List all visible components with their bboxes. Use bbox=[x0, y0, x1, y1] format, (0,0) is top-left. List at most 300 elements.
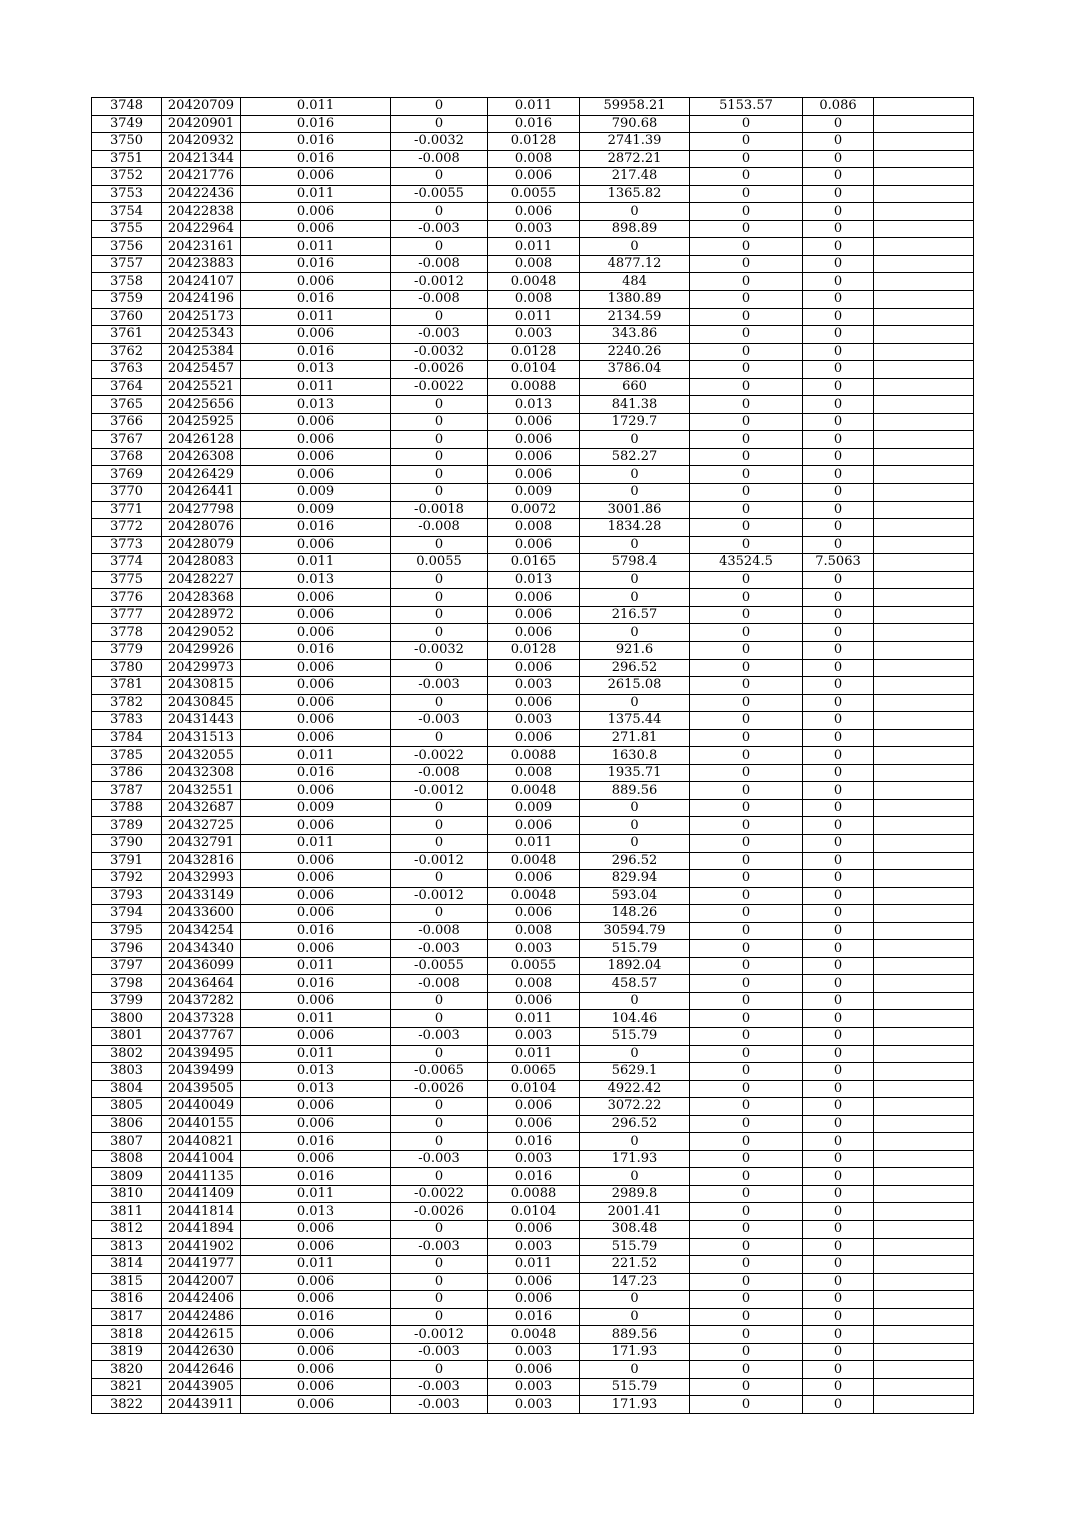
code-cell: 20432055 bbox=[162, 747, 241, 765]
amount-cell: 829.94 bbox=[580, 870, 690, 888]
amount-2-cell: 0 bbox=[690, 1150, 803, 1168]
empty-cell bbox=[874, 1273, 974, 1291]
value-b-cell: -0.008 bbox=[391, 291, 488, 309]
table-row bbox=[92, 992, 974, 1010]
table-row bbox=[92, 659, 974, 677]
row-index-cell: 3779 bbox=[92, 641, 162, 659]
value-c-cell: 0.006 bbox=[488, 1098, 580, 1116]
code-cell: 20432725 bbox=[162, 817, 241, 835]
ratio-cell: 7.5063 bbox=[803, 554, 874, 572]
empty-cell bbox=[874, 115, 974, 133]
table-row bbox=[92, 1150, 974, 1168]
empty-cell bbox=[874, 747, 974, 765]
value-a-cell: 0.011 bbox=[241, 238, 391, 256]
amount-cell: 148.26 bbox=[580, 905, 690, 923]
empty-cell bbox=[874, 396, 974, 414]
amount-cell: 0 bbox=[580, 536, 690, 554]
amount-cell: 2240.26 bbox=[580, 343, 690, 361]
row-index-cell: 3804 bbox=[92, 1080, 162, 1098]
ratio-cell: 0 bbox=[803, 536, 874, 554]
value-a-cell: 0.013 bbox=[241, 571, 391, 589]
amount-2-cell: 0 bbox=[690, 975, 803, 993]
code-cell: 20432816 bbox=[162, 852, 241, 870]
amount-cell: 5629.1 bbox=[580, 1063, 690, 1081]
table-row bbox=[92, 887, 974, 905]
table-row bbox=[92, 326, 974, 344]
table-row bbox=[92, 975, 974, 993]
amount-cell: 296.52 bbox=[580, 852, 690, 870]
value-a-cell: 0.013 bbox=[241, 361, 391, 379]
empty-cell bbox=[874, 273, 974, 291]
ratio-cell: 0 bbox=[803, 484, 874, 502]
ratio-cell: 0 bbox=[803, 782, 874, 800]
value-a-cell: 0.009 bbox=[241, 484, 391, 502]
ratio-cell: 0 bbox=[803, 431, 874, 449]
value-a-cell: 0.011 bbox=[241, 185, 391, 203]
value-a-cell: 0.006 bbox=[241, 1361, 391, 1379]
amount-2-cell: 0 bbox=[690, 677, 803, 695]
value-b-cell: -0.0012 bbox=[391, 1326, 488, 1344]
ratio-cell: 0 bbox=[803, 396, 874, 414]
value-c-cell: 0.011 bbox=[488, 834, 580, 852]
code-cell: 20422838 bbox=[162, 203, 241, 221]
empty-cell bbox=[874, 1221, 974, 1239]
value-b-cell: 0 bbox=[391, 1291, 488, 1309]
code-cell: 20442646 bbox=[162, 1361, 241, 1379]
amount-cell: 1935.71 bbox=[580, 764, 690, 782]
value-b-cell: 0 bbox=[391, 870, 488, 888]
value-c-cell: 0.0088 bbox=[488, 378, 580, 396]
value-b-cell: 0 bbox=[391, 1168, 488, 1186]
value-c-cell: 0.003 bbox=[488, 1343, 580, 1361]
empty-cell bbox=[874, 764, 974, 782]
empty-cell bbox=[874, 1291, 974, 1309]
row-index-cell: 3811 bbox=[92, 1203, 162, 1221]
row-index-cell: 3812 bbox=[92, 1221, 162, 1239]
code-cell: 20434340 bbox=[162, 940, 241, 958]
value-b-cell: -0.003 bbox=[391, 1396, 488, 1414]
code-cell: 20432791 bbox=[162, 834, 241, 852]
value-b-cell: 0 bbox=[391, 115, 488, 133]
amount-2-cell: 0 bbox=[690, 624, 803, 642]
empty-cell bbox=[874, 975, 974, 993]
amount-cell: 171.93 bbox=[580, 1396, 690, 1414]
code-cell: 20436099 bbox=[162, 957, 241, 975]
value-c-cell: 0.013 bbox=[488, 396, 580, 414]
empty-cell bbox=[874, 220, 974, 238]
code-cell: 20429052 bbox=[162, 624, 241, 642]
table-row bbox=[92, 150, 974, 168]
code-cell: 20441004 bbox=[162, 1150, 241, 1168]
value-c-cell: 0.011 bbox=[488, 1010, 580, 1028]
value-a-cell: 0.016 bbox=[241, 115, 391, 133]
value-a-cell: 0.006 bbox=[241, 992, 391, 1010]
value-c-cell: 0.006 bbox=[488, 870, 580, 888]
row-index-cell: 3785 bbox=[92, 747, 162, 765]
ratio-cell: 0 bbox=[803, 659, 874, 677]
code-cell: 20442630 bbox=[162, 1343, 241, 1361]
empty-cell bbox=[874, 782, 974, 800]
value-c-cell: 0.006 bbox=[488, 905, 580, 923]
amount-2-cell: 0 bbox=[690, 1098, 803, 1116]
code-cell: 20420932 bbox=[162, 133, 241, 151]
ratio-cell: 0 bbox=[803, 519, 874, 537]
amount-2-cell: 0 bbox=[690, 220, 803, 238]
value-b-cell: -0.003 bbox=[391, 940, 488, 958]
value-b-cell: 0 bbox=[391, 905, 488, 923]
ratio-cell: 0 bbox=[803, 905, 874, 923]
code-cell: 20440155 bbox=[162, 1115, 241, 1133]
empty-cell bbox=[874, 326, 974, 344]
empty-cell bbox=[874, 1396, 974, 1414]
value-c-cell: 0.0048 bbox=[488, 1326, 580, 1344]
amount-cell: 1365.82 bbox=[580, 185, 690, 203]
ratio-cell: 0 bbox=[803, 1256, 874, 1274]
row-index-cell: 3756 bbox=[92, 238, 162, 256]
empty-cell bbox=[874, 712, 974, 730]
amount-cell: 889.56 bbox=[580, 1326, 690, 1344]
ratio-cell: 0 bbox=[803, 1098, 874, 1116]
empty-cell bbox=[874, 571, 974, 589]
value-b-cell: -0.003 bbox=[391, 1027, 488, 1045]
amount-2-cell: 0 bbox=[690, 834, 803, 852]
value-b-cell: -0.008 bbox=[391, 922, 488, 940]
ratio-cell: 0 bbox=[803, 975, 874, 993]
value-c-cell: 0.0055 bbox=[488, 957, 580, 975]
amount-2-cell: 0 bbox=[690, 1115, 803, 1133]
row-index-cell: 3813 bbox=[92, 1238, 162, 1256]
ratio-cell: 0 bbox=[803, 378, 874, 396]
value-b-cell: 0 bbox=[391, 1308, 488, 1326]
row-index-cell: 3770 bbox=[92, 484, 162, 502]
amount-2-cell: 0 bbox=[690, 957, 803, 975]
value-b-cell: -0.003 bbox=[391, 220, 488, 238]
amount-cell: 515.79 bbox=[580, 940, 690, 958]
empty-cell bbox=[874, 238, 974, 256]
ratio-cell: 0 bbox=[803, 255, 874, 273]
value-b-cell: -0.0026 bbox=[391, 1080, 488, 1098]
value-b-cell: -0.0022 bbox=[391, 1185, 488, 1203]
value-c-cell: 0.0104 bbox=[488, 361, 580, 379]
code-cell: 20431443 bbox=[162, 712, 241, 730]
row-index-cell: 3801 bbox=[92, 1027, 162, 1045]
value-a-cell: 0.009 bbox=[241, 501, 391, 519]
code-cell: 20429973 bbox=[162, 659, 241, 677]
empty-cell bbox=[874, 1027, 974, 1045]
amount-2-cell: 0 bbox=[690, 1273, 803, 1291]
empty-cell bbox=[874, 940, 974, 958]
value-a-cell: 0.006 bbox=[241, 677, 391, 695]
row-index-cell: 3790 bbox=[92, 834, 162, 852]
amount-cell: 660 bbox=[580, 378, 690, 396]
ratio-cell: 0 bbox=[803, 115, 874, 133]
ratio-cell: 0 bbox=[803, 1238, 874, 1256]
code-cell: 20437282 bbox=[162, 992, 241, 1010]
table-row bbox=[92, 589, 974, 607]
row-index-cell: 3776 bbox=[92, 589, 162, 607]
value-a-cell: 0.011 bbox=[241, 554, 391, 572]
table-row bbox=[92, 1098, 974, 1116]
value-c-cell: 0.003 bbox=[488, 1150, 580, 1168]
value-c-cell: 0.011 bbox=[488, 1045, 580, 1063]
value-b-cell: 0 bbox=[391, 589, 488, 607]
ratio-cell: 0 bbox=[803, 817, 874, 835]
value-b-cell: 0 bbox=[391, 1115, 488, 1133]
value-a-cell: 0.006 bbox=[241, 220, 391, 238]
empty-cell bbox=[874, 343, 974, 361]
row-index-cell: 3786 bbox=[92, 764, 162, 782]
table-row bbox=[92, 98, 974, 116]
value-b-cell: -0.0012 bbox=[391, 887, 488, 905]
value-b-cell: 0 bbox=[391, 799, 488, 817]
table-row bbox=[92, 1010, 974, 1028]
amount-cell: 0 bbox=[580, 1045, 690, 1063]
value-a-cell: 0.006 bbox=[241, 1326, 391, 1344]
table-row bbox=[92, 677, 974, 695]
amount-cell: 104.46 bbox=[580, 1010, 690, 1028]
empty-cell bbox=[874, 1133, 974, 1151]
amount-2-cell: 0 bbox=[690, 589, 803, 607]
amount-2-cell: 0 bbox=[690, 1361, 803, 1379]
amount-cell: 515.79 bbox=[580, 1238, 690, 1256]
value-a-cell: 0.006 bbox=[241, 606, 391, 624]
code-cell: 20442406 bbox=[162, 1291, 241, 1309]
code-cell: 20422436 bbox=[162, 185, 241, 203]
row-index-cell: 3805 bbox=[92, 1098, 162, 1116]
value-b-cell: -0.003 bbox=[391, 1378, 488, 1396]
value-c-cell: 0.006 bbox=[488, 992, 580, 1010]
table-body bbox=[92, 98, 974, 1414]
amount-2-cell: 0 bbox=[690, 992, 803, 1010]
empty-cell bbox=[874, 1326, 974, 1344]
value-b-cell: -0.0055 bbox=[391, 957, 488, 975]
amount-cell: 30594.79 bbox=[580, 922, 690, 940]
table-row bbox=[92, 554, 974, 572]
value-b-cell: -0.0026 bbox=[391, 361, 488, 379]
value-c-cell: 0.006 bbox=[488, 1273, 580, 1291]
amount-cell: 898.89 bbox=[580, 220, 690, 238]
value-c-cell: 0.0088 bbox=[488, 747, 580, 765]
amount-2-cell: 0 bbox=[690, 466, 803, 484]
value-c-cell: 0.006 bbox=[488, 168, 580, 186]
table-row bbox=[92, 922, 974, 940]
amount-cell: 0 bbox=[580, 589, 690, 607]
amount-2-cell: 0 bbox=[690, 238, 803, 256]
row-index-cell: 3767 bbox=[92, 431, 162, 449]
value-c-cell: 0.003 bbox=[488, 1396, 580, 1414]
value-b-cell: -0.008 bbox=[391, 764, 488, 782]
table-row bbox=[92, 1308, 974, 1326]
value-a-cell: 0.011 bbox=[241, 1185, 391, 1203]
value-b-cell: 0 bbox=[391, 448, 488, 466]
table-row bbox=[92, 1343, 974, 1361]
amount-cell: 0 bbox=[580, 834, 690, 852]
code-cell: 20432687 bbox=[162, 799, 241, 817]
value-a-cell: 0.006 bbox=[241, 624, 391, 642]
value-b-cell: 0 bbox=[391, 1010, 488, 1028]
value-a-cell: 0.016 bbox=[241, 641, 391, 659]
table-row bbox=[92, 1273, 974, 1291]
amount-cell: 921.6 bbox=[580, 641, 690, 659]
table-row bbox=[92, 466, 974, 484]
value-c-cell: 0.0128 bbox=[488, 641, 580, 659]
row-index-cell: 3753 bbox=[92, 185, 162, 203]
amount-2-cell: 0 bbox=[690, 291, 803, 309]
code-cell: 20439495 bbox=[162, 1045, 241, 1063]
amount-2-cell: 0 bbox=[690, 255, 803, 273]
value-c-cell: 0.0104 bbox=[488, 1203, 580, 1221]
row-index-cell: 3808 bbox=[92, 1150, 162, 1168]
code-cell: 20442615 bbox=[162, 1326, 241, 1344]
value-a-cell: 0.016 bbox=[241, 975, 391, 993]
row-index-cell: 3749 bbox=[92, 115, 162, 133]
table-row bbox=[92, 343, 974, 361]
empty-cell bbox=[874, 1343, 974, 1361]
value-b-cell: -0.003 bbox=[391, 677, 488, 695]
ratio-cell: 0 bbox=[803, 641, 874, 659]
row-index-cell: 3760 bbox=[92, 308, 162, 326]
value-b-cell: -0.008 bbox=[391, 150, 488, 168]
ratio-cell: 0 bbox=[803, 150, 874, 168]
row-index-cell: 3802 bbox=[92, 1045, 162, 1063]
code-cell: 20441977 bbox=[162, 1256, 241, 1274]
amount-cell: 0 bbox=[580, 694, 690, 712]
amount-2-cell: 0 bbox=[690, 343, 803, 361]
amount-cell: 0 bbox=[580, 431, 690, 449]
amount-2-cell: 0 bbox=[690, 940, 803, 958]
amount-cell: 2989.8 bbox=[580, 1185, 690, 1203]
code-cell: 20427798 bbox=[162, 501, 241, 519]
code-cell: 20420901 bbox=[162, 115, 241, 133]
empty-cell bbox=[874, 519, 974, 537]
ratio-cell: 0 bbox=[803, 571, 874, 589]
amount-cell: 4877.12 bbox=[580, 255, 690, 273]
value-b-cell: 0 bbox=[391, 1221, 488, 1239]
value-c-cell: 0.009 bbox=[488, 484, 580, 502]
ratio-cell: 0 bbox=[803, 220, 874, 238]
empty-cell bbox=[874, 1185, 974, 1203]
amount-cell: 0 bbox=[580, 992, 690, 1010]
value-c-cell: 0.008 bbox=[488, 764, 580, 782]
code-cell: 20428972 bbox=[162, 606, 241, 624]
table-row bbox=[92, 940, 974, 958]
row-index-cell: 3821 bbox=[92, 1378, 162, 1396]
value-c-cell: 0.003 bbox=[488, 940, 580, 958]
value-a-cell: 0.016 bbox=[241, 519, 391, 537]
value-c-cell: 0.003 bbox=[488, 712, 580, 730]
table-row bbox=[92, 431, 974, 449]
row-index-cell: 3810 bbox=[92, 1185, 162, 1203]
value-b-cell: -0.0018 bbox=[391, 501, 488, 519]
amount-2-cell: 0 bbox=[690, 168, 803, 186]
value-c-cell: 0.006 bbox=[488, 1291, 580, 1309]
code-cell: 20426429 bbox=[162, 466, 241, 484]
amount-cell: 0 bbox=[580, 1291, 690, 1309]
table-row bbox=[92, 782, 974, 800]
amount-cell: 0 bbox=[580, 1308, 690, 1326]
empty-cell bbox=[874, 729, 974, 747]
empty-cell bbox=[874, 378, 974, 396]
table-row bbox=[92, 747, 974, 765]
value-a-cell: 0.011 bbox=[241, 834, 391, 852]
code-cell: 20425457 bbox=[162, 361, 241, 379]
empty-cell bbox=[874, 624, 974, 642]
amount-2-cell: 0 bbox=[690, 747, 803, 765]
value-c-cell: 0.006 bbox=[488, 694, 580, 712]
code-cell: 20428076 bbox=[162, 519, 241, 537]
ratio-cell: 0 bbox=[803, 606, 874, 624]
amount-cell: 2615.08 bbox=[580, 677, 690, 695]
row-index-cell: 3773 bbox=[92, 536, 162, 554]
empty-cell bbox=[874, 694, 974, 712]
empty-cell bbox=[874, 1098, 974, 1116]
value-a-cell: 0.006 bbox=[241, 1343, 391, 1361]
value-a-cell: 0.006 bbox=[241, 1238, 391, 1256]
code-cell: 20441135 bbox=[162, 1168, 241, 1186]
amount-cell: 0 bbox=[580, 238, 690, 256]
amount-cell: 515.79 bbox=[580, 1027, 690, 1045]
value-c-cell: 0.008 bbox=[488, 975, 580, 993]
row-index-cell: 3783 bbox=[92, 712, 162, 730]
amount-cell: 296.52 bbox=[580, 1115, 690, 1133]
ratio-cell: 0 bbox=[803, 1045, 874, 1063]
value-a-cell: 0.006 bbox=[241, 870, 391, 888]
empty-cell bbox=[874, 1378, 974, 1396]
value-b-cell: 0 bbox=[391, 413, 488, 431]
value-c-cell: 0.0128 bbox=[488, 343, 580, 361]
amount-cell: 0 bbox=[580, 1361, 690, 1379]
value-b-cell: 0 bbox=[391, 1273, 488, 1291]
value-c-cell: 0.006 bbox=[488, 413, 580, 431]
value-c-cell: 0.008 bbox=[488, 519, 580, 537]
ratio-cell: 0 bbox=[803, 1080, 874, 1098]
value-b-cell: 0 bbox=[391, 203, 488, 221]
amount-2-cell: 0 bbox=[690, 1168, 803, 1186]
table-row bbox=[92, 133, 974, 151]
amount-2-cell: 0 bbox=[690, 396, 803, 414]
code-cell: 20423883 bbox=[162, 255, 241, 273]
table-row bbox=[92, 203, 974, 221]
value-a-cell: 0.011 bbox=[241, 98, 391, 116]
table-row bbox=[92, 238, 974, 256]
row-index-cell: 3775 bbox=[92, 571, 162, 589]
empty-cell bbox=[874, 484, 974, 502]
value-a-cell: 0.006 bbox=[241, 413, 391, 431]
row-index-cell: 3793 bbox=[92, 887, 162, 905]
value-b-cell: 0 bbox=[391, 1045, 488, 1063]
value-a-cell: 0.011 bbox=[241, 747, 391, 765]
value-a-cell: 0.016 bbox=[241, 1168, 391, 1186]
amount-2-cell: 0 bbox=[690, 729, 803, 747]
value-b-cell: 0 bbox=[391, 466, 488, 484]
code-cell: 20437328 bbox=[162, 1010, 241, 1028]
amount-2-cell: 0 bbox=[690, 887, 803, 905]
amount-cell: 171.93 bbox=[580, 1150, 690, 1168]
value-c-cell: 0.003 bbox=[488, 326, 580, 344]
value-c-cell: 0.0048 bbox=[488, 273, 580, 291]
row-index-cell: 3797 bbox=[92, 957, 162, 975]
ratio-cell: 0 bbox=[803, 1291, 874, 1309]
row-index-cell: 3817 bbox=[92, 1308, 162, 1326]
row-index-cell: 3800 bbox=[92, 1010, 162, 1028]
amount-2-cell: 0 bbox=[690, 659, 803, 677]
row-index-cell: 3799 bbox=[92, 992, 162, 1010]
ratio-cell: 0 bbox=[803, 501, 874, 519]
value-a-cell: 0.006 bbox=[241, 1115, 391, 1133]
table-row bbox=[92, 1221, 974, 1239]
ratio-cell: 0 bbox=[803, 185, 874, 203]
row-index-cell: 3765 bbox=[92, 396, 162, 414]
